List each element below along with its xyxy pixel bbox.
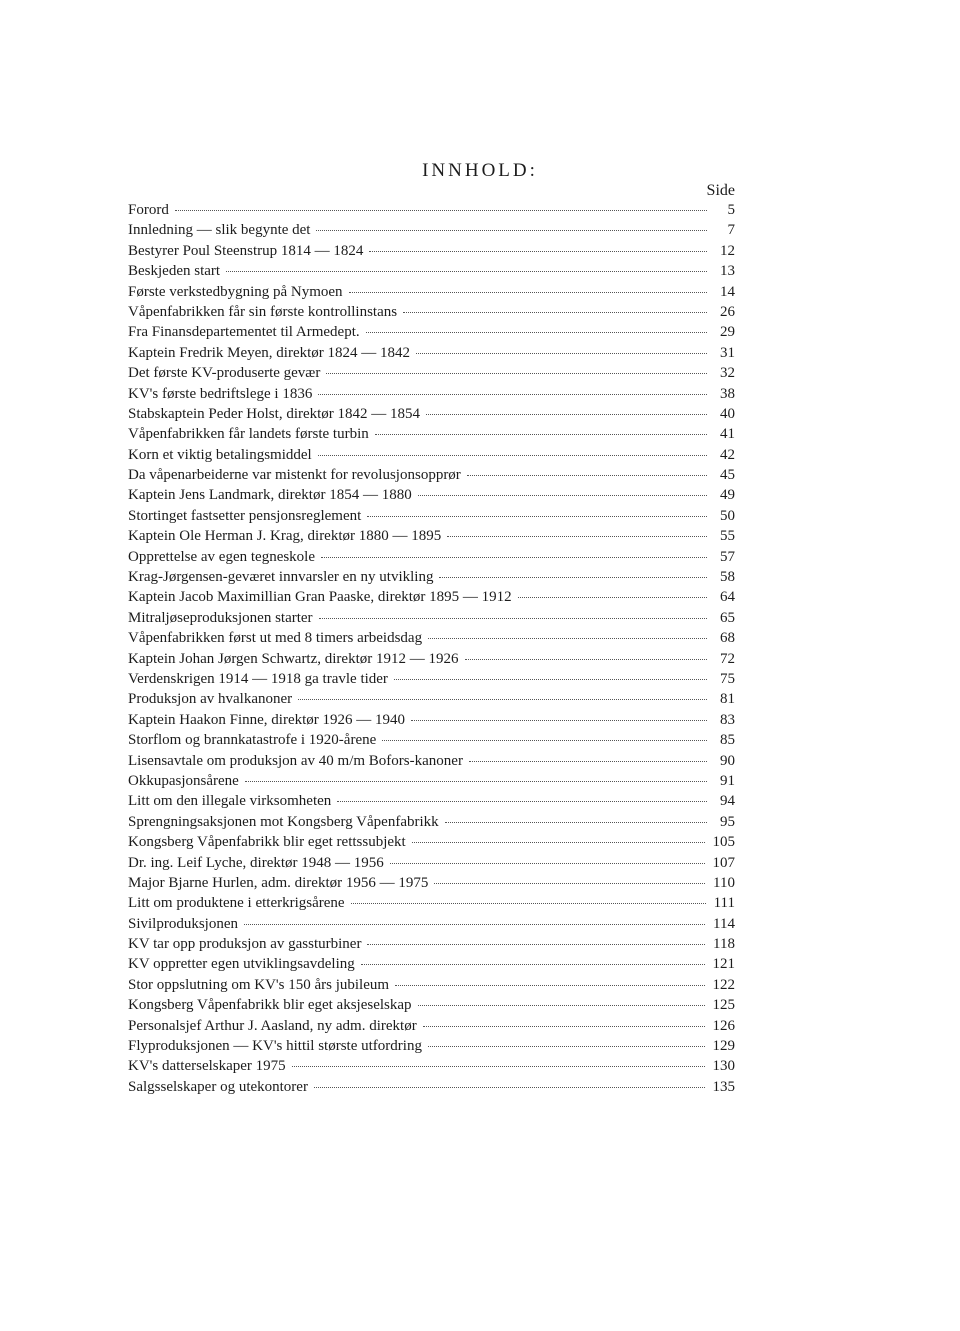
toc-entry bbox=[128, 202, 735, 222]
dot-leader bbox=[367, 944, 705, 945]
toc-entry-title: Fra Finansdepartementet til Armedept. bbox=[128, 324, 360, 341]
toc-entry bbox=[128, 610, 735, 630]
toc-entry-page: 105 bbox=[712, 834, 735, 851]
toc-entry-page: 114 bbox=[713, 915, 735, 932]
dot-leader bbox=[423, 1026, 705, 1027]
toc-entry-title: Beskjeden start bbox=[128, 263, 221, 280]
dot-leader bbox=[395, 985, 704, 986]
toc-entry bbox=[128, 773, 735, 793]
toc-entry bbox=[128, 263, 735, 283]
toc-entry bbox=[128, 549, 735, 569]
toc-entry-page: 130 bbox=[712, 1058, 735, 1075]
toc-entry bbox=[128, 1018, 735, 1038]
toc-entry-title: Litt om produktene i etterkrigsårene bbox=[128, 895, 345, 912]
toc-entry bbox=[128, 386, 735, 406]
toc-entry-page: 122 bbox=[712, 976, 735, 993]
toc-entry-title: Litt om den illegale virksomheten bbox=[128, 793, 332, 810]
toc-entry bbox=[128, 956, 735, 976]
toc-entry-title: Salgsselskaper og utekontorer bbox=[128, 1078, 308, 1095]
toc-entry-title: Da våpenarbeiderne var mistenkt for revolusjonsopprør bbox=[128, 467, 461, 484]
dot-leader bbox=[337, 801, 707, 802]
toc-entry-title: Verdenskrigen 1914 — 1918 ga travle tider bbox=[128, 670, 388, 687]
toc-entry bbox=[128, 324, 735, 344]
toc-entry bbox=[128, 651, 735, 671]
toc-entry-page: 45 bbox=[720, 467, 735, 484]
toc-entry bbox=[128, 916, 735, 936]
dot-leader bbox=[428, 1046, 705, 1047]
toc-entry-title: Kaptein Fredrik Meyen, direktør 1824 — 1842 bbox=[128, 344, 411, 361]
toc-entry-title: Lisensavtale om produksjon av 40 m/m Bofors-kanoner bbox=[128, 752, 463, 769]
toc-entry-page: 49 bbox=[720, 487, 735, 504]
toc-entry-title: Våpenfabrikken får sin første kontrollinstans bbox=[128, 303, 398, 320]
toc-entry bbox=[128, 345, 735, 365]
toc-entry bbox=[128, 1058, 735, 1078]
dot-leader bbox=[382, 740, 707, 741]
toc-entry-page: 135 bbox=[712, 1078, 735, 1095]
dot-leader bbox=[447, 536, 707, 537]
toc-entry bbox=[128, 997, 735, 1017]
toc-entry bbox=[128, 426, 735, 446]
dot-leader bbox=[319, 618, 707, 619]
toc-entry-title: Personalsjef Arthur J. Aasland, ny adm. direktør bbox=[128, 1017, 417, 1034]
toc-entry bbox=[128, 732, 735, 752]
toc-entry-title: Bestyrer Poul Steenstrup 1814 — 1824 bbox=[128, 242, 364, 259]
toc-entry bbox=[128, 406, 735, 426]
dot-leader bbox=[366, 332, 707, 333]
toc-entry bbox=[128, 304, 735, 324]
toc-entry bbox=[128, 875, 735, 895]
dot-leader bbox=[349, 292, 707, 293]
toc-entry-page: 57 bbox=[720, 548, 735, 565]
toc-entry-title: Okkupasjonsårene bbox=[128, 772, 239, 789]
toc-entry-page: 50 bbox=[720, 507, 735, 524]
toc-entry-page: 41 bbox=[720, 426, 735, 443]
toc-entry bbox=[128, 487, 735, 507]
toc-entry-page: 85 bbox=[720, 732, 735, 749]
toc-entry-title: Det første KV-produserte gevær bbox=[128, 365, 321, 382]
dot-leader bbox=[426, 414, 707, 415]
toc-entry-page: 12 bbox=[720, 242, 735, 259]
dot-leader bbox=[394, 679, 707, 680]
toc-entry-title: Kongsberg Våpenfabrikk blir eget aksjeselskap bbox=[128, 997, 412, 1014]
toc-entry-title: Korn et viktig betalingsmiddel bbox=[128, 446, 312, 463]
dot-leader bbox=[326, 373, 707, 374]
toc-entry-page: 65 bbox=[720, 609, 735, 626]
dot-leader bbox=[418, 1005, 705, 1006]
toc-entry-page: 31 bbox=[720, 344, 735, 361]
table-of-contents bbox=[128, 202, 735, 1099]
toc-entry-page: 94 bbox=[720, 793, 735, 810]
toc-entry bbox=[128, 630, 735, 650]
toc-entry-title: Sivilproduksjonen bbox=[128, 915, 239, 932]
toc-entry-title: Storflom og brannkatastrofe i 1920-årene bbox=[128, 732, 377, 749]
toc-entry-title: KV oppretter egen utviklingsavdeling bbox=[128, 956, 355, 973]
dot-leader bbox=[375, 434, 707, 435]
toc-entry bbox=[128, 508, 735, 528]
dot-leader bbox=[518, 597, 707, 598]
dot-leader bbox=[469, 761, 707, 762]
dot-leader bbox=[465, 659, 708, 660]
dot-leader bbox=[245, 781, 707, 782]
toc-entry-title: Forord bbox=[128, 202, 169, 218]
toc-entry-title: Første verkstedbygning på Nymoen bbox=[128, 283, 343, 300]
toc-entry-title: Produksjon av hvalkanoner bbox=[128, 691, 293, 708]
toc-entry-page: 42 bbox=[720, 446, 735, 463]
toc-entry bbox=[128, 1038, 735, 1058]
toc-entry-title: Kaptein Ole Herman J. Krag, direktør 1880 — 1895 bbox=[128, 528, 442, 545]
toc-entry-title: Major Bjarne Hurlen, adm. direktør 1956 — 1975 bbox=[128, 874, 429, 891]
dot-leader bbox=[390, 863, 705, 864]
toc-entry-page: 126 bbox=[712, 1017, 735, 1034]
dot-leader bbox=[411, 720, 707, 721]
toc-entry bbox=[128, 895, 735, 915]
dot-leader bbox=[467, 475, 707, 476]
dot-leader bbox=[445, 822, 707, 823]
toc-entry-page: 111 bbox=[713, 895, 735, 912]
toc-entry bbox=[128, 814, 735, 834]
toc-entry-page: 5 bbox=[727, 202, 735, 218]
toc-entry-page: 95 bbox=[720, 813, 735, 830]
page-title: INNHOLD: bbox=[422, 160, 538, 181]
toc-entry bbox=[128, 936, 735, 956]
toc-entry bbox=[128, 284, 735, 304]
dot-leader bbox=[412, 842, 705, 843]
toc-entry-title: Sprengningsaksjonen mot Kongsberg Våpenfabrikk bbox=[128, 813, 439, 830]
toc-entry-page: 118 bbox=[713, 936, 735, 953]
toc-entry-title: Opprettelse av egen tegneskole bbox=[128, 548, 316, 565]
dot-leader bbox=[175, 210, 707, 211]
toc-entry-page: 58 bbox=[720, 569, 735, 586]
toc-entry bbox=[128, 753, 735, 773]
toc-entry bbox=[128, 977, 735, 997]
dot-leader bbox=[439, 577, 707, 578]
toc-entry-page: 38 bbox=[720, 385, 735, 402]
toc-entry-title: Mitraljøseproduksjonen starter bbox=[128, 609, 313, 626]
dot-leader bbox=[434, 883, 705, 884]
toc-entry-page: 90 bbox=[720, 752, 735, 769]
toc-entry bbox=[128, 365, 735, 385]
toc-entry-page: 81 bbox=[720, 691, 735, 708]
toc-entry bbox=[128, 1079, 735, 1099]
toc-entry-page: 91 bbox=[720, 772, 735, 789]
toc-entry-page: 75 bbox=[720, 670, 735, 687]
toc-entry-page: 121 bbox=[712, 956, 735, 973]
dot-leader bbox=[416, 353, 707, 354]
toc-entry bbox=[128, 834, 735, 854]
toc-entry-title: Kaptein Johan Jørgen Schwartz, direktør 1912 — 1926 bbox=[128, 650, 459, 667]
dot-leader bbox=[367, 516, 707, 517]
dot-leader bbox=[351, 903, 706, 904]
toc-entry-title: KV's første bedriftslege i 1836 bbox=[128, 385, 313, 402]
dot-leader bbox=[403, 312, 707, 313]
dot-leader bbox=[361, 964, 705, 965]
toc-entry-title: Kaptein Jens Landmark, direktør 1854 — 1880 bbox=[128, 487, 412, 504]
toc-entry-title: Krag-Jørgensen-geværet innvarsler en ny utvikling bbox=[128, 569, 434, 586]
dot-leader bbox=[428, 638, 707, 639]
toc-entry-title: Kaptein Jacob Maximillian Gran Paaske, direktør 1895 — 1912 bbox=[128, 589, 512, 606]
dot-leader bbox=[244, 924, 705, 925]
toc-entry-title: Våpenfabrikken får landets første turbin bbox=[128, 426, 369, 443]
toc-entry-page: 68 bbox=[720, 630, 735, 647]
toc-entry bbox=[128, 691, 735, 711]
toc-entry-title: Dr. ing. Leif Lyche, direktør 1948 — 1956 bbox=[128, 854, 384, 871]
toc-entry-page: 107 bbox=[712, 854, 735, 871]
toc-entry-title: Innledning — slik begynte det bbox=[128, 222, 311, 239]
dot-leader bbox=[318, 455, 707, 456]
toc-entry bbox=[128, 855, 735, 875]
toc-entry-title: Stor oppslutning om KV's 150 års jubileum bbox=[128, 976, 390, 993]
toc-entry bbox=[128, 243, 735, 263]
toc-entry-page: 129 bbox=[712, 1038, 735, 1055]
toc-entry-page: 55 bbox=[720, 528, 735, 545]
toc-entry bbox=[128, 467, 735, 487]
toc-entry-title: Stabskaptein Peder Holst, direktør 1842 — 1854 bbox=[128, 405, 421, 422]
dot-leader bbox=[316, 230, 707, 231]
toc-entry-title: Kongsberg Våpenfabrikk blir eget rettssubjekt bbox=[128, 834, 406, 851]
toc-entry bbox=[128, 569, 735, 589]
toc-entry bbox=[128, 712, 735, 732]
dot-leader bbox=[292, 1066, 705, 1067]
dot-leader bbox=[369, 251, 707, 252]
toc-entry bbox=[128, 589, 735, 609]
toc-entry bbox=[128, 222, 735, 242]
toc-entry-title: Kaptein Haakon Finne, direktør 1926 — 1940 bbox=[128, 711, 406, 728]
toc-entry-page: 26 bbox=[720, 303, 735, 320]
toc-entry-page: 32 bbox=[720, 365, 735, 382]
toc-entry-page: 29 bbox=[720, 324, 735, 341]
toc-entry-page: 14 bbox=[720, 283, 735, 300]
dot-leader bbox=[298, 699, 707, 700]
page-column-label: Side bbox=[706, 182, 735, 199]
dot-leader bbox=[418, 495, 707, 496]
toc-entry-title: Flyproduksjonen — KV's hittil største utfordring bbox=[128, 1038, 422, 1055]
toc-entry-title: Stortinget fastsetter pensjonsreglement bbox=[128, 507, 362, 524]
toc-entry bbox=[128, 528, 735, 548]
dot-leader bbox=[318, 394, 707, 395]
toc-entry-title: Våpenfabrikken først ut med 8 timers arbeidsdag bbox=[128, 630, 423, 647]
toc-entry-page: 40 bbox=[720, 405, 735, 422]
toc-entry-page: 13 bbox=[720, 263, 735, 280]
dot-leader bbox=[321, 557, 707, 558]
toc-entry-page: 64 bbox=[720, 589, 735, 606]
toc-entry-page: 72 bbox=[720, 650, 735, 667]
toc-entry-page: 110 bbox=[713, 874, 735, 891]
toc-entry bbox=[128, 671, 735, 691]
toc-entry-title: KV tar opp produksjon av gassturbiner bbox=[128, 936, 362, 953]
dot-leader bbox=[314, 1087, 705, 1088]
toc-entry bbox=[128, 793, 735, 813]
dot-leader bbox=[226, 271, 707, 272]
toc-entry-title: KV's datterselskaper 1975 bbox=[128, 1058, 286, 1075]
toc-entry bbox=[128, 447, 735, 467]
toc-entry-page: 83 bbox=[720, 711, 735, 728]
toc-entry-page: 125 bbox=[712, 997, 735, 1014]
toc-entry-page: 7 bbox=[727, 222, 735, 239]
